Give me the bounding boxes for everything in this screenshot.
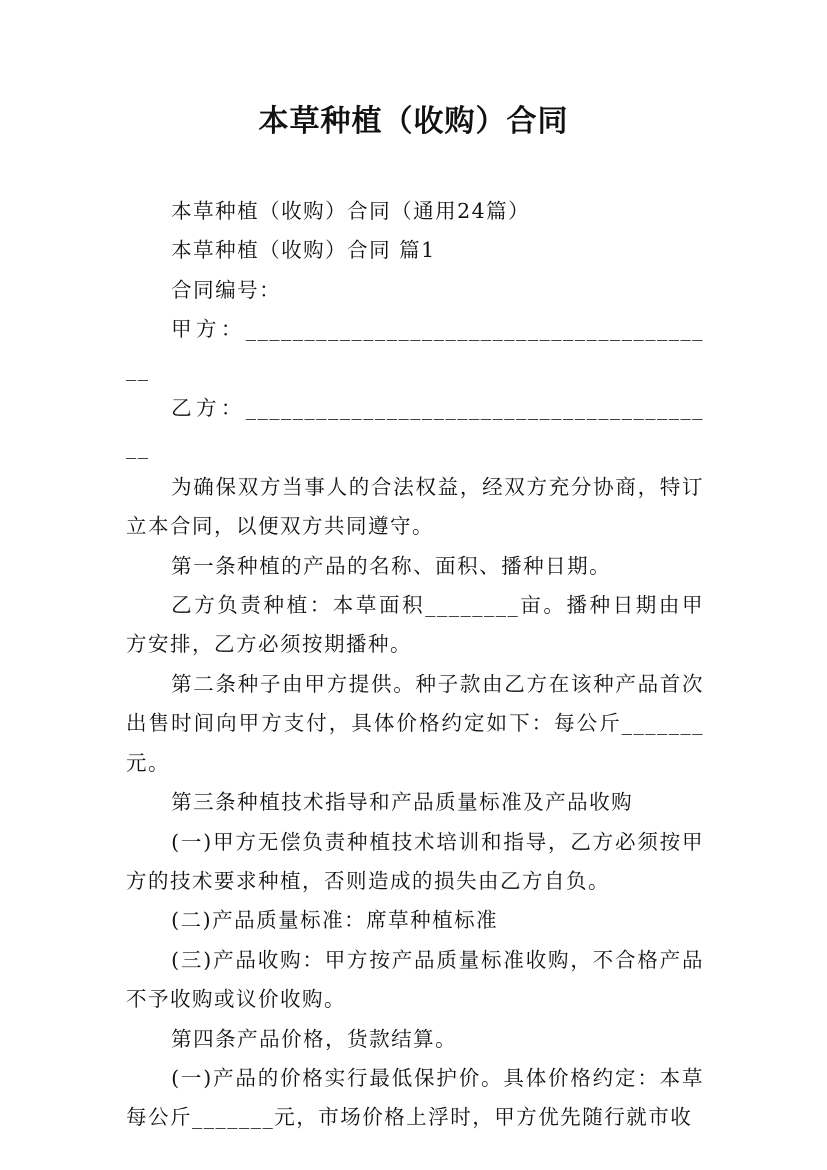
paragraph-heading: 本草种植（收购）合同（通用24篇） xyxy=(171,199,531,223)
paragraph-preamble: 为确保双方当事人的合法权益，经双方充分协商，特订立本合同，以便双方共同遵守。 xyxy=(126,474,704,539)
article-4-title: 第四条产品价格，货款结算。 xyxy=(171,1026,458,1051)
article-1-body: 乙方负责种植：本草面积________亩。播种日期由甲方安排，乙方必须按期播种。 xyxy=(126,593,704,657)
document-title: 本草种植（收购）合同 xyxy=(258,104,569,139)
document-body xyxy=(126,192,704,1138)
article-2-body: 第二条种子由甲方提供。种子款由乙方在该种产品首次出售时间向甲方支付，具体价格约定如下：每公斤_______元。 xyxy=(126,671,704,775)
article-3-title: 第三条种植技术指导和产品质量标准及产品收购 xyxy=(171,790,634,815)
article-3-item-2: (二)产品质量标准：席草种植标准 xyxy=(171,908,499,933)
party-b-line: 乙方：_________________________________________ xyxy=(126,396,704,460)
contract-number-line: 合同编号： xyxy=(171,277,282,302)
article-4-item-1: (一)产品的价格实行最低保护价。具体价格约定：本草每公斤_______元，市场价格上浮时，甲方优先随行就市收 xyxy=(126,1065,704,1130)
article-3-item-1: (一)甲方无偿负责种植技术培训和指导，乙方必须按甲方的技术要求种植，否则造成的损失由乙方自负。 xyxy=(126,829,704,893)
paragraph-section-title: 本草种植（收购）合同 篇1 xyxy=(171,238,436,263)
article-1-title: 第一条种植的产品的名称、面积、播种日期。 xyxy=(171,553,612,578)
article-3-item-3: (三)产品收购：甲方按产品质量标准收购，不合格产品不予收购或议价收购。 xyxy=(126,947,704,1012)
party-a-line: 甲方：_________________________________________ xyxy=(126,317,704,381)
